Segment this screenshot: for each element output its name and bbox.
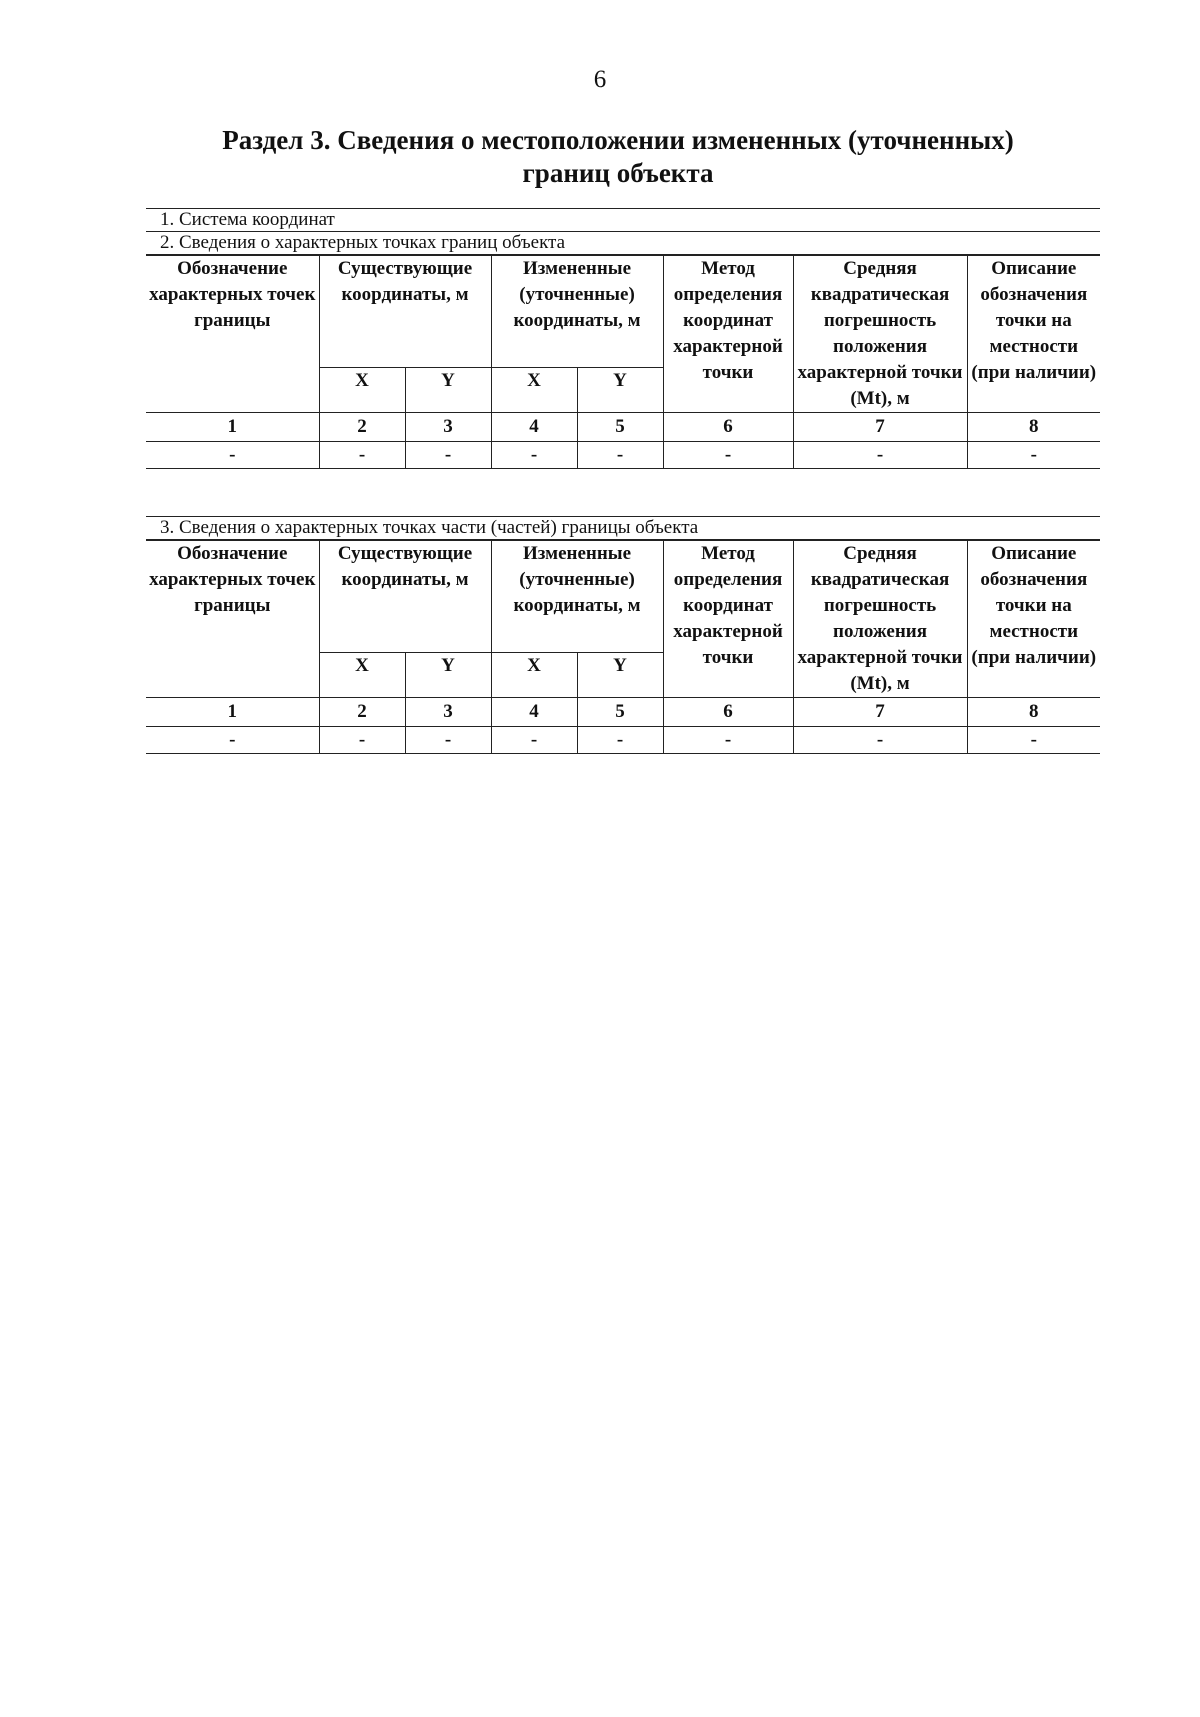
col-number: 5	[577, 413, 663, 442]
header-changed-y: Y	[577, 367, 663, 412]
boundary-points-table	[146, 255, 1100, 469]
col-number: 4	[491, 413, 577, 442]
col-number: 8	[967, 413, 1100, 442]
cell-empty: -	[319, 727, 405, 754]
header-description: Описание обозначения точки на местности (при наличии)	[967, 541, 1100, 698]
section-boundary-points	[146, 208, 1100, 469]
cell-empty: -	[146, 727, 319, 754]
title-line-1: Раздел 3. Сведения о местоположении измененных (уточненных)	[222, 125, 1014, 155]
points-caption: 2. Сведения о характерных точках границ объекта	[146, 232, 1100, 255]
col-number: 2	[319, 698, 405, 727]
header-existing-x: X	[319, 652, 405, 697]
column-number-row	[146, 698, 1100, 727]
col-number: 7	[793, 698, 967, 727]
cell-empty: -	[967, 442, 1100, 469]
col-number: 1	[146, 413, 319, 442]
cell-empty: -	[405, 727, 491, 754]
cell-empty: -	[319, 442, 405, 469]
header-existing-coords: Существующие координаты, м	[319, 256, 491, 368]
cell-empty: -	[793, 442, 967, 469]
col-number: 6	[663, 413, 793, 442]
section-part-boundary-points	[146, 516, 1100, 754]
coord-system-caption: 1. Система координат	[146, 209, 1100, 232]
cell-empty: -	[577, 727, 663, 754]
cell-empty: -	[663, 727, 793, 754]
col-number: 3	[405, 698, 491, 727]
title-line-2: границ объекта	[522, 158, 714, 188]
header-designation: Обозначение характерных точек границы	[146, 256, 319, 413]
col-number: 1	[146, 698, 319, 727]
cell-empty: -	[793, 727, 967, 754]
page-number: 6	[593, 66, 607, 93]
part-points-caption: 3. Сведения о характерных точках части (частей) границы объекта	[146, 517, 1100, 540]
header-description: Описание обозначения точки на местности (при наличии)	[967, 256, 1100, 413]
cell-empty: -	[146, 442, 319, 469]
col-number: 7	[793, 413, 967, 442]
col-number: 2	[319, 413, 405, 442]
col-number: 3	[405, 413, 491, 442]
header-changed-x: X	[491, 652, 577, 697]
cell-empty: -	[491, 727, 577, 754]
header-designation: Обозначение характерных точек границы	[146, 541, 319, 698]
column-number-row	[146, 413, 1100, 442]
col-number: 6	[663, 698, 793, 727]
cell-empty: -	[663, 442, 793, 469]
header-changed-y: Y	[577, 652, 663, 697]
cell-empty: -	[967, 727, 1100, 754]
header-existing-x: X	[319, 367, 405, 412]
col-number: 8	[967, 698, 1100, 727]
header-existing-coords: Существующие координаты, м	[319, 541, 491, 653]
header-mean-error: Средняя квадратическая погрешность положения характерной точки (Mt), м	[793, 541, 967, 698]
col-number: 5	[577, 698, 663, 727]
part-boundary-points-table	[146, 540, 1100, 754]
header-method: Метод определения координат характерной точки	[663, 541, 793, 698]
header-existing-y: Y	[405, 367, 491, 412]
table-row	[146, 442, 1100, 469]
col-number: 4	[491, 698, 577, 727]
cell-empty: -	[577, 442, 663, 469]
header-method: Метод определения координат характерной точки	[663, 256, 793, 413]
document-title	[150, 124, 1086, 190]
header-changed-coords: Измененные (уточненные) координаты, м	[491, 256, 663, 368]
cell-empty: -	[491, 442, 577, 469]
table-row	[146, 727, 1100, 754]
cell-empty: -	[405, 442, 491, 469]
header-existing-y: Y	[405, 652, 491, 697]
header-changed-coords: Измененные (уточненные) координаты, м	[491, 541, 663, 653]
header-mean-error: Средняя квадратическая погрешность положения характерной точки (Mt), м	[793, 256, 967, 413]
header-changed-x: X	[491, 367, 577, 412]
